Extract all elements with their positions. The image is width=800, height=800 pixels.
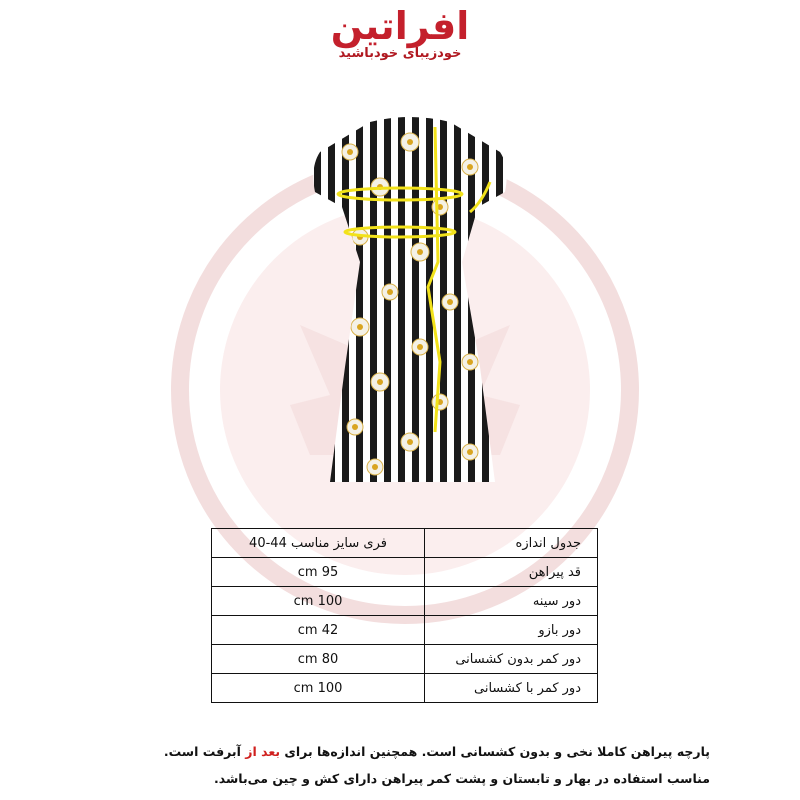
table-row bbox=[212, 645, 598, 674]
table-row bbox=[212, 587, 598, 616]
table-cell-value: 100 cm bbox=[212, 587, 425, 616]
table-cell-label: جدول اندازه bbox=[425, 529, 598, 558]
table-cell-label: دور کمر با کشسانی bbox=[425, 674, 598, 703]
table-cell-label: دور سینه bbox=[425, 587, 598, 616]
description-highlight: بعد از bbox=[245, 744, 281, 759]
table-cell-label: قد پیراهن bbox=[425, 558, 598, 587]
table-cell-value: فری سایز مناسب 44-40 bbox=[212, 529, 425, 558]
table-cell-label: دور کمر بدون کشسانی bbox=[425, 645, 598, 674]
brand-logo bbox=[0, 4, 800, 61]
table-cell-value: 100 cm bbox=[212, 674, 425, 703]
description-text: آبرفت است. bbox=[163, 744, 246, 759]
brand-slogan: خودزیبای خودباشید bbox=[338, 46, 462, 61]
brand-name: افراتین bbox=[330, 4, 470, 48]
table-cell-value: 42 cm bbox=[212, 616, 425, 645]
table-cell-value: 95 cm bbox=[212, 558, 425, 587]
dress-image bbox=[300, 112, 520, 492]
table-row bbox=[212, 674, 598, 703]
table-row bbox=[212, 616, 598, 645]
description-text: پارچه پیراهن کاملا نخی و بدون کشسانی است. همچنین اندازه‌ها برای bbox=[280, 744, 710, 759]
table-row bbox=[212, 558, 598, 587]
table-cell-value: 80 cm bbox=[212, 645, 425, 674]
table-cell-label: دور بازو bbox=[425, 616, 598, 645]
description-line-2: مناسب استفاده در بهار و تابستان و پشت کمر پیراهن دارای کش و چین می‌باشد. bbox=[214, 771, 710, 786]
table-row bbox=[212, 529, 598, 558]
size-table bbox=[211, 528, 598, 703]
description-line-1 bbox=[110, 744, 710, 759]
